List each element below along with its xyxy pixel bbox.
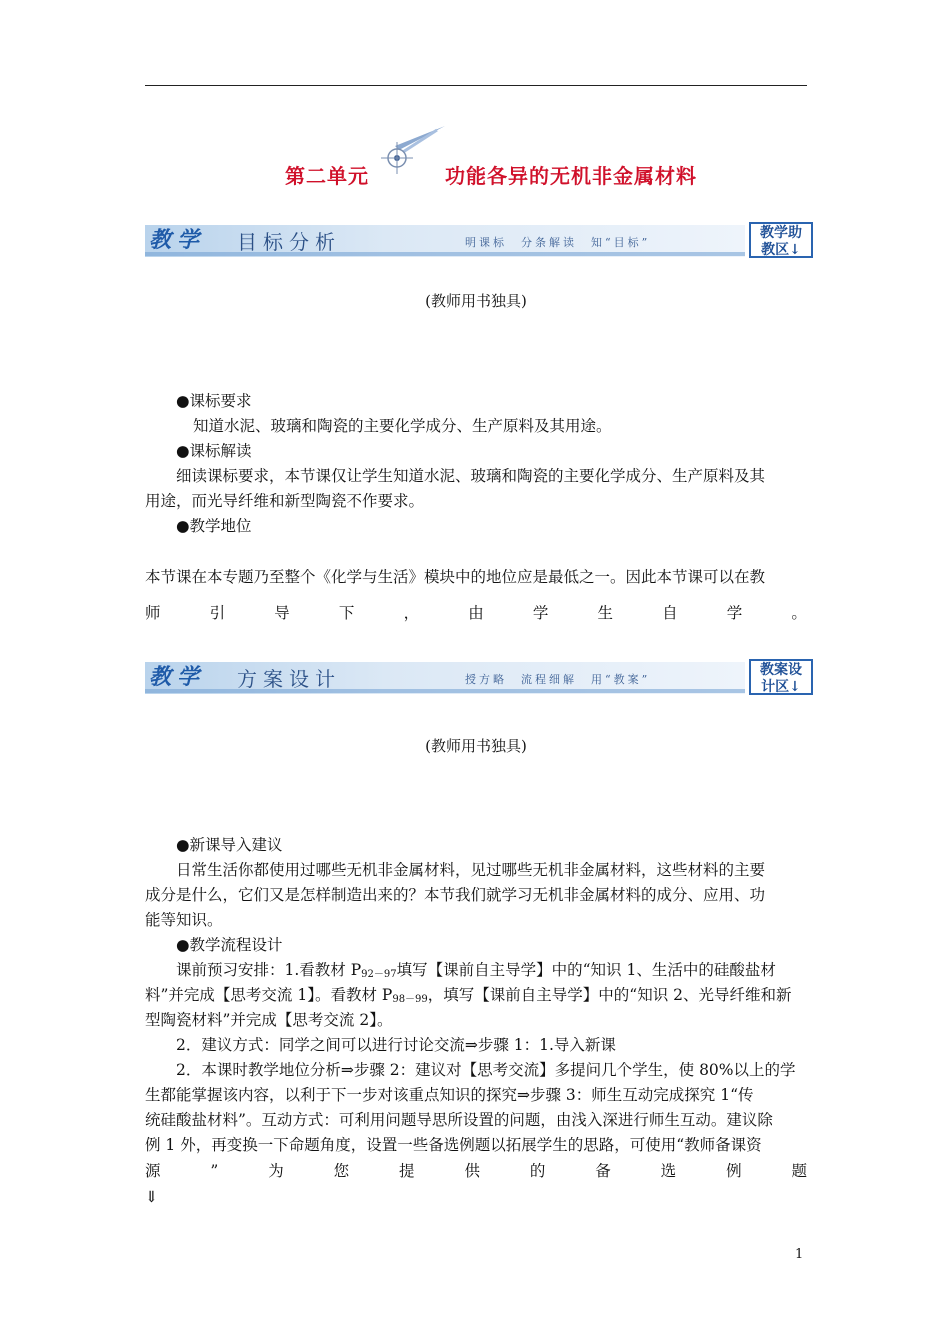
paragraph: 用途，而光导纤维和新型陶瓷不作要求。: [145, 492, 425, 510]
paragraph: 课前预习安排：1.看教材 $P_{92-97}$填写【课前自主导学】中的“知识 1、生活中的硅酸盐材: [176, 961, 776, 980]
banner-subtitle: 明课标 分条解读 知“目标”: [465, 236, 651, 249]
teacher-only-note: (教师用书独具): [425, 292, 527, 310]
teacher-only-note: (教师用书独具): [425, 737, 527, 755]
paragraph: 例 1 外，再变换一下命题角度，设置一些备选例题以拓展学生的思路，可使用“教师备课资: [145, 1136, 762, 1154]
section-banner-objectives: [145, 222, 813, 260]
paragraph: 型陶瓷材料”并完成【思考交流 2】。: [145, 1011, 393, 1029]
paragraph: 日常生活你都使用过哪些无机非金属材料，见过哪些无机非金属材料，这些材料的主要: [176, 861, 766, 879]
paragraph: 2．本课时教学地位分析⇒步骤 2：建议对【思考交流】多提问几个学生，使 80%以上的学: [176, 1061, 796, 1079]
paragraph: 知道水泥、玻璃和陶瓷的主要化学成分、生产原料及其用途。: [193, 417, 612, 435]
banner-badge: 教案设 计区↓: [749, 659, 813, 695]
down-arrow-icon: ⇓: [145, 1188, 158, 1206]
unit-title-right: 功能各异的无机非金属材料: [445, 164, 697, 188]
banner-heading-rest: 目标分析: [237, 230, 341, 254]
heading-teaching-status: ●教学地位: [176, 517, 252, 535]
justified-line: 师 引 导 下 ， 由 学 生 自 学 。: [145, 604, 807, 622]
justified-line: 源 ” 为 您 提 供 的 备 选 例 题: [145, 1162, 807, 1180]
heading-teaching-flow: ●教学流程设计: [176, 936, 283, 954]
paragraph: 能等知识。: [145, 911, 223, 929]
unit-title-left: 第二单元: [285, 164, 369, 188]
paragraph: 料”并完成【思考交流 1】。看教材 $P_{98-99}$，填写【课前自主导学】中的“知识 2、光导纤维和新: [145, 986, 792, 1005]
comet-decoration-icon: [377, 122, 447, 182]
banner-heading-main: 教学: [149, 227, 206, 253]
paragraph: 2．建议方式：同学之间可以进行讨论交流⇒步骤 1：1.导入新课: [176, 1036, 616, 1054]
banner-subtitle: 授方略 流程细解 用“教案”: [465, 673, 651, 686]
banner-heading-main: 教学: [149, 664, 206, 690]
paragraph: 成分是什么，它们又是怎样制造出来的？本节我们就学习无机非金属材料的成分、应用、功: [145, 886, 766, 904]
banner-heading-rest: 方案设计: [237, 667, 341, 691]
paragraph: 本节课在本专题乃至整个《化学与生活》模块中的地位应是最低之一。因此本节课可以在教: [145, 568, 766, 586]
heading-curriculum-interpretation: ●课标解读: [176, 442, 252, 460]
banner-badge: 教学助 教区↓: [749, 222, 813, 258]
section-banner-design: [145, 659, 813, 697]
unit-title: [145, 122, 807, 192]
paragraph: 细读课标要求，本节课仅让学生知道水泥、玻璃和陶瓷的主要化学成分、生产原料及其: [176, 467, 766, 485]
page-number: 1: [795, 1247, 804, 1262]
paragraph: 生都能掌握该内容，以利于下一步对该重点知识的探究⇒步骤 3：师生互动完成探究 1“传: [145, 1086, 754, 1104]
heading-curriculum-requirement: ●课标要求: [176, 392, 252, 410]
header-rule: [145, 85, 807, 86]
paragraph: 统硅酸盐材料”。互动方式：可利用问题导思所设置的问题，由浅入深进行师生互动。建议除: [145, 1111, 773, 1129]
heading-lesson-intro: ●新课导入建议: [176, 836, 283, 854]
